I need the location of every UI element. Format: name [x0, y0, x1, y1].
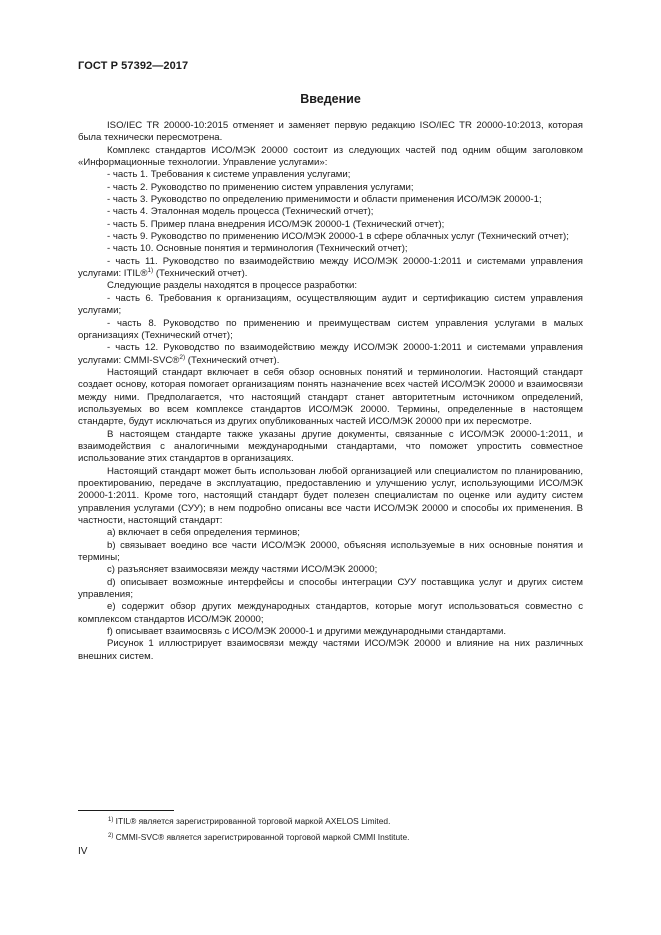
paragraph: В настоящем стандарте также указаны другие документы, связанные с ИСО/МЭК 20000-1:2011, и взаимодействия с аналогичными международными стандартами, что поможет упростить совместное использование этих стандартов в организациях.	[78, 428, 583, 465]
footnote-mark: 1)	[108, 817, 114, 823]
list-item-cmmi	[78, 342, 583, 367]
list-item: d) описывает возможные интерфейсы и способы интеграции СУУ поставщика услуг и других систем управления;	[78, 576, 583, 601]
list-item: e) содержит обзор других международных стандартов, которые могут использоваться совместно с комплексом стандартов ИСО/МЭК 20000;	[78, 601, 583, 625]
list-item-text: - часть 11. Руководство по взаимодействию между ИСО/МЭК 20000-1:2011 и системами управления услугами: ITIL®	[78, 255, 583, 280]
standard-code: ГОСТ Р 57392—2017	[78, 60, 189, 72]
footnote-mark: 2)	[108, 833, 114, 839]
paragraph: Настоящий стандарт включает в себя обзор основных понятий и терминологии. Настоящий стандарт создает основу, которая помогает организациям понять назначение всех частей ИСО/МЭК 20000 и взаимосвязи между ними. Предполагается, что настоящий стандарт станет авторитетным источником определений, используемых во всем комплексе стандартов ИСО/МЭК 20000. Термины, определенные в настоящем стандарте, будут исключаться из других опубликованных частей ИСО/МЭК 20000 при их пересмотре.	[78, 366, 583, 428]
list-item: - часть 2. Руководство по применению систем управления услугами;	[107, 181, 414, 193]
paragraph: Рисунок 1 иллюстрирует взаимосвязи между частями ИСО/МЭК 20000 и влияние на них различных внешних систем.	[78, 638, 583, 662]
footnote-divider	[78, 810, 174, 811]
footnotes	[78, 813, 583, 845]
list-item: - часть 4. Эталонная модель процесса (Технический отчет);	[107, 206, 374, 218]
list-item-text: (Технический отчет).	[153, 268, 248, 280]
paragraph: ISO/IEC TR 20000-10:2015 отменяет и заменяет первую редакцию ISO/IEC TR 20000-10:2013, которая была технически пересмотрена.	[78, 120, 583, 144]
footnote	[78, 829, 583, 845]
list-item: - часть 8. Руководство по применению и преимуществам систем управления услугами в малых организациях (Технический отчет);	[78, 317, 583, 341]
list-item: - часть 10. Основные понятия и терминология (Технический отчет);	[107, 243, 408, 255]
list-item-text: (Технический отчет).	[185, 354, 280, 366]
footnote-text: CMMI-SVC® является зарегистрированной торговой маркой CMMI Institute.	[113, 832, 410, 842]
introduction-body	[78, 120, 583, 663]
list-item-itil	[78, 256, 583, 281]
section-title: Введение	[300, 92, 361, 106]
paragraph: Настоящий стандарт может быть использован любой организацией или специалистом по планированию, проектированию, передаче в эксплуатацию, предоставлению и улучшению услуг, использующими ИСО/МЭК 20000-1:2011. Кроме того, настоящий стандарт будет полезен специалистам по оценке или аудиту систем управления услугами (СУУ); в нем подробно описаны все части ИСО/МЭК 20000 и способы их применения. В частности, настоящий стандарт:	[78, 465, 583, 526]
footnote	[78, 813, 583, 829]
footnote-text: ITIL® является зарегистрированной торговой маркой AXELOS Limited.	[113, 816, 391, 826]
list-item-text: - часть 12. Руководство по взаимодействию между ИСО/МЭК 20000-1:2011 и системами управления услугами: CMMI-SVC®	[78, 342, 583, 366]
paragraph: Следующие разделы находятся в процессе разработки:	[107, 280, 358, 292]
page-number: IV	[78, 846, 88, 857]
list-item: - часть 3. Руководство по определению применимости и области применения ИСО/МЭК 20000-1;	[107, 194, 542, 206]
list-item: - часть 1. Требования к системе управления услугами;	[107, 169, 351, 181]
footnote-ref: 1)	[147, 267, 154, 275]
list-item: - часть 5. Пример плана внедрения ИСО/МЭК 20000-1 (Технический отчет);	[107, 218, 445, 230]
list-item: c) разъясняет взаимосвязи между частями ИСО/МЭК 20000;	[107, 564, 378, 576]
footnote-ref: 2)	[179, 353, 186, 361]
paragraph: Комплекс стандартов ИСО/МЭК 20000 состоит из следующих частей под одним общим заголовком «Информационные технологии. Управление услугами»:	[78, 144, 583, 169]
list-item: - часть 9. Руководство по применению ИСО/МЭК 20000-1 в сфере облачных услуг (Технический отчет);	[107, 231, 569, 243]
list-item: b) связывает воедино все части ИСО/МЭК 20000, объясняя используемые в них основные понятия и термины;	[78, 539, 583, 564]
list-item: f) описывает взаимосвязь с ИСО/МЭК 20000-1 и другими международными стандартами.	[107, 626, 507, 638]
list-item: a) включает в себя определения терминов;	[107, 527, 300, 539]
list-item: - часть 6. Требования к организациям, осуществляющим аудит и сертификацию систем управления услугами;	[78, 292, 583, 317]
